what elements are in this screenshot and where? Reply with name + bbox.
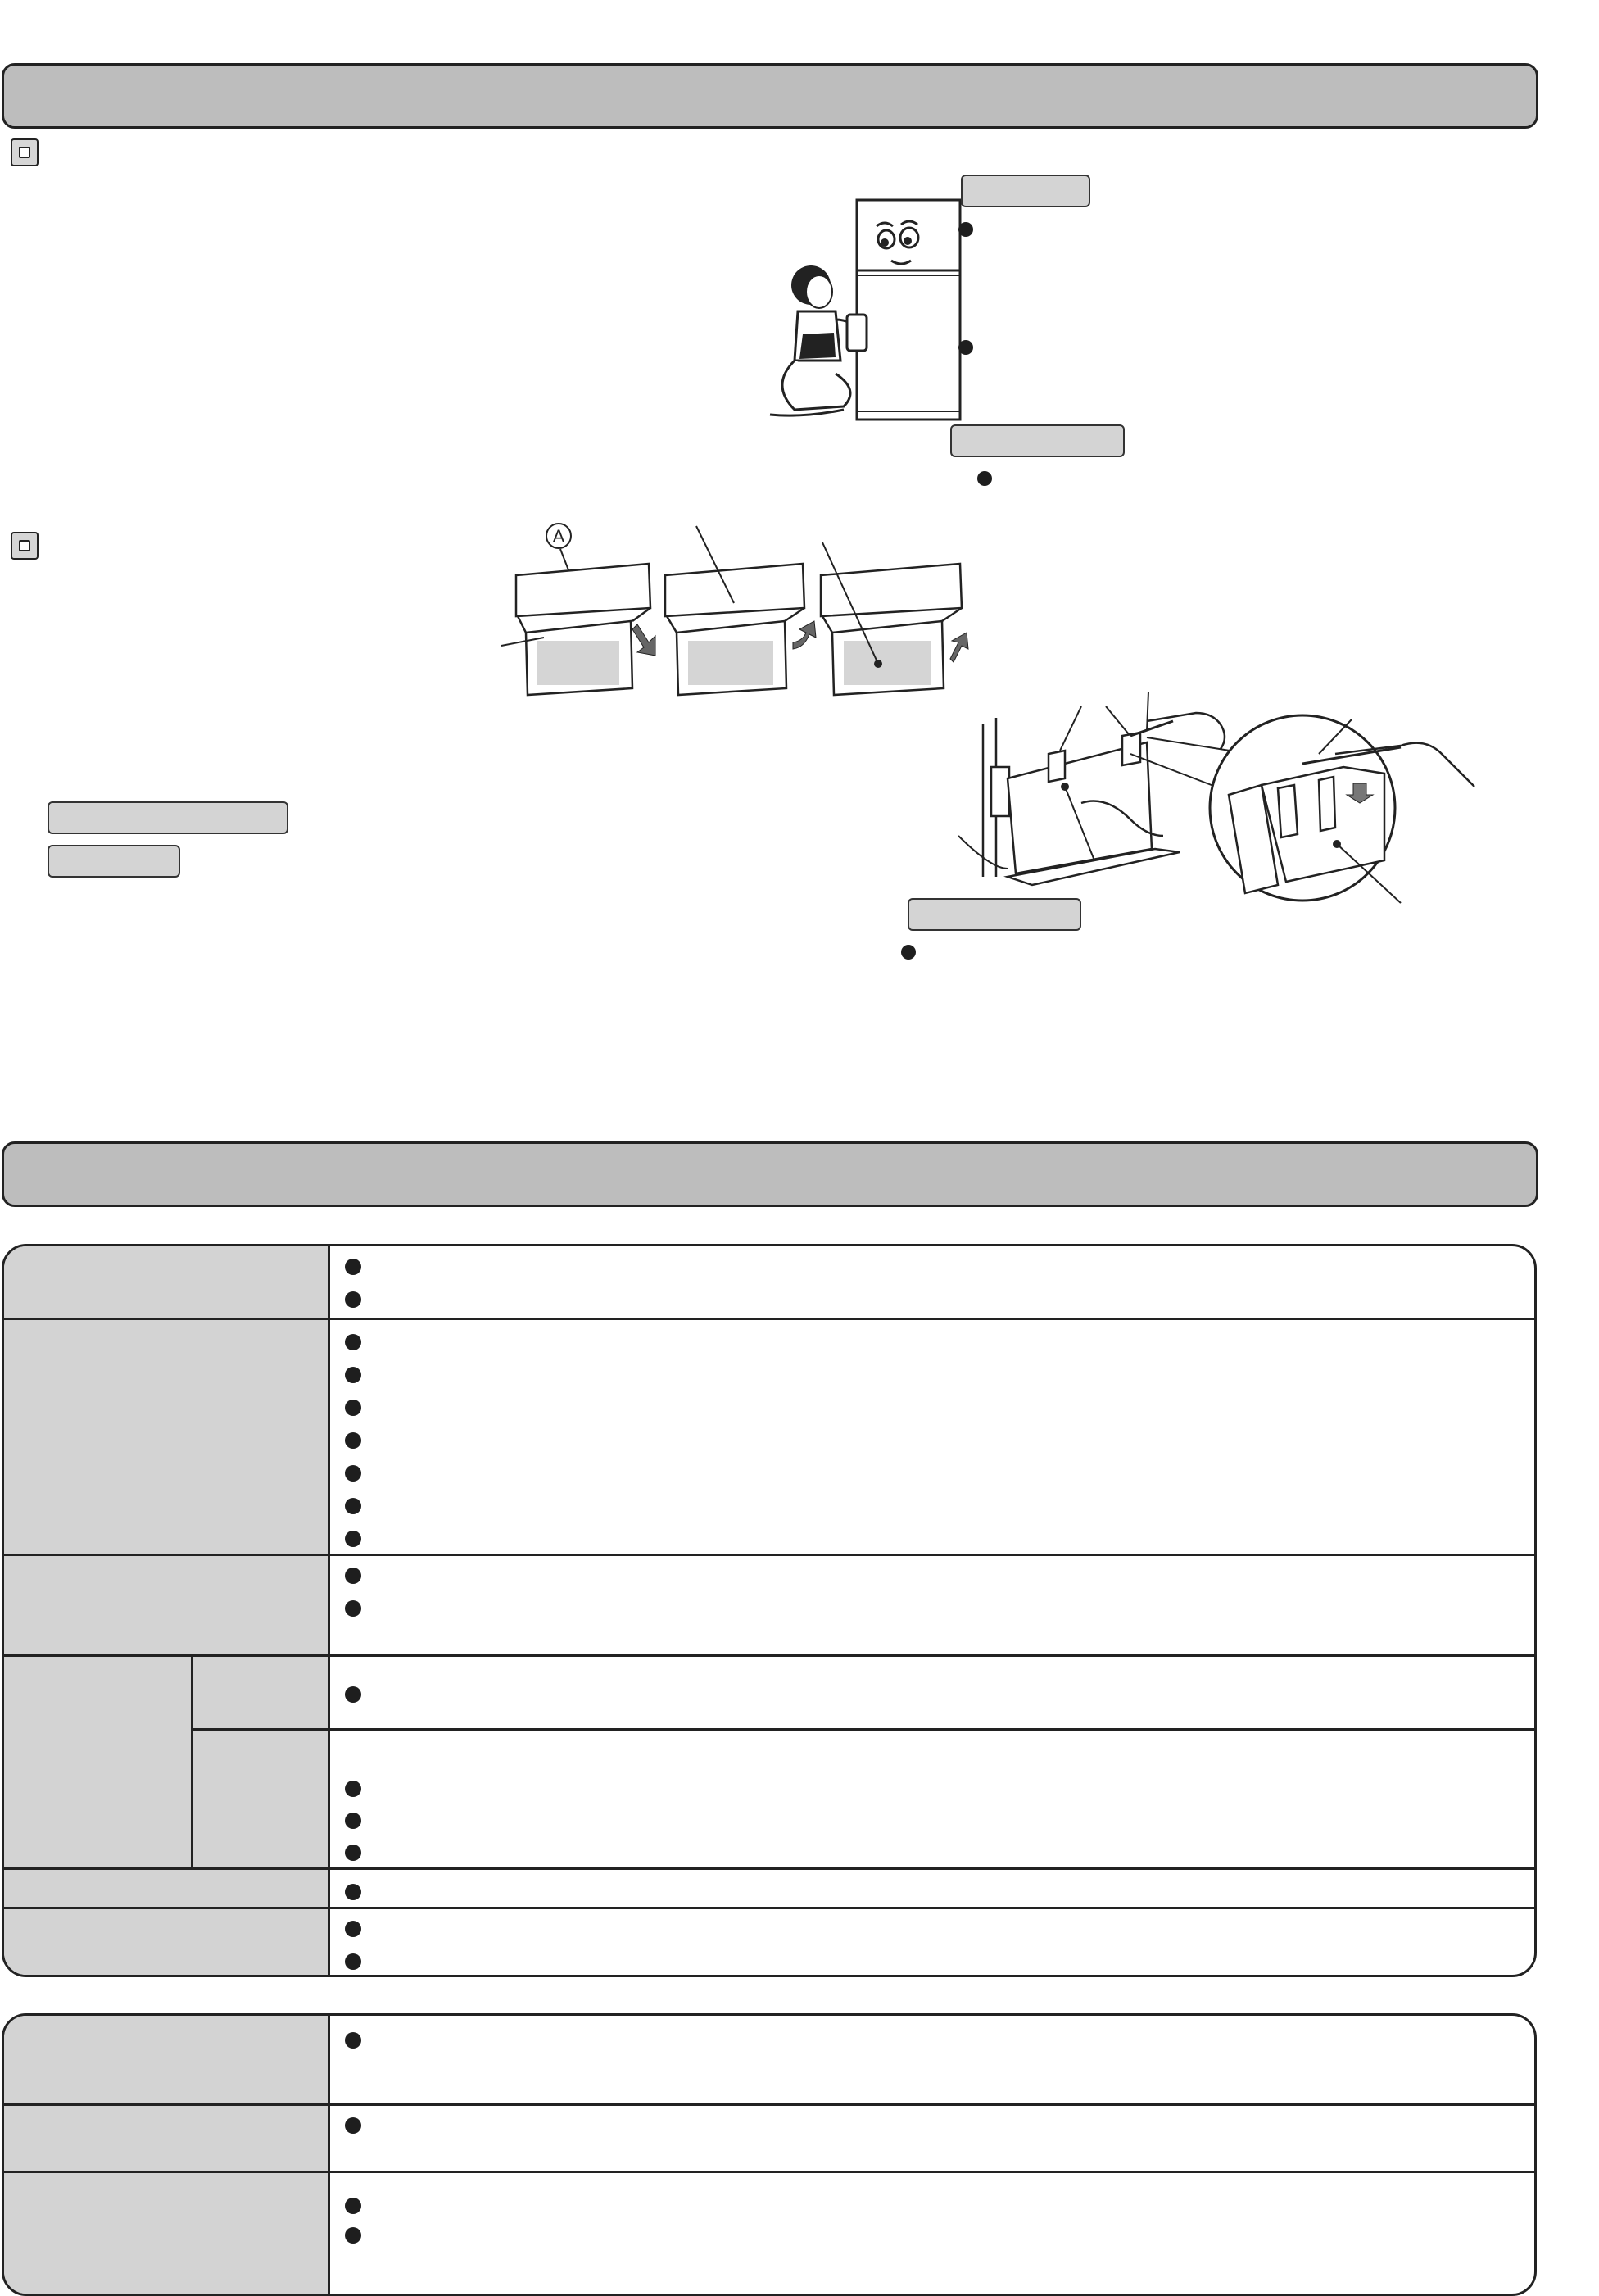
bullet-dot	[345, 1568, 361, 1584]
row-label-cell	[4, 1728, 193, 1869]
filter-removal-illustration	[501, 518, 976, 706]
label-pill-fridge-bottom	[950, 424, 1125, 457]
table-row	[4, 1867, 1534, 1908]
bullet-dot	[345, 1432, 361, 1449]
row-label-cell	[4, 1870, 330, 1908]
bullet-dot	[345, 1259, 361, 1275]
bullet-dot	[345, 1400, 361, 1416]
bullet-dot	[345, 1686, 361, 1703]
bullet-dot	[345, 1845, 361, 1861]
row-sublabel-cell	[191, 1657, 330, 1731]
bullet-dot	[345, 2227, 361, 2244]
table-row	[4, 1907, 1534, 1977]
row-label-cell	[4, 1320, 330, 1554]
row-label-cell	[4, 2106, 330, 2173]
row-divider	[328, 1728, 1534, 1731]
bullet-dot	[345, 2032, 361, 2049]
row-label-cell	[4, 2173, 330, 2296]
row-label-cell	[4, 1556, 330, 1657]
table-row	[4, 1554, 1534, 1657]
part-removal-illustration	[958, 688, 1493, 910]
troubleshooting-table-1	[2, 1244, 1537, 1977]
section-header-troubleshooting	[2, 1141, 1538, 1207]
bullet-dot	[345, 1291, 361, 1308]
label-pill-fridge-top	[961, 175, 1090, 207]
bullet-dot	[901, 945, 916, 960]
row-label-cell	[4, 1246, 330, 1320]
section-header-care	[2, 63, 1538, 129]
table-row	[4, 2016, 1534, 2106]
bullet-dot	[345, 2198, 361, 2214]
row-label-cell	[4, 1657, 193, 1731]
table-row	[4, 1246, 1534, 1320]
callout-letter-a: A	[552, 526, 565, 547]
subheading-square-icon	[11, 532, 39, 560]
table-row	[4, 2103, 1534, 2173]
bullet-dot	[345, 1921, 361, 1937]
label-pill-left-short	[48, 845, 180, 878]
bullet-dot	[345, 1884, 361, 1900]
bullet-dot	[345, 1813, 361, 1829]
bullet-dot	[345, 1781, 361, 1797]
label-pill-part-removal	[908, 898, 1081, 931]
bullet-dot	[345, 1367, 361, 1383]
row-label-cell	[4, 1909, 330, 1977]
bullet-dot	[977, 471, 992, 486]
bullet-dot	[345, 1953, 361, 1970]
table-row	[4, 1318, 1534, 1554]
row-sublabel-cell	[191, 1728, 330, 1869]
table-row	[4, 1654, 1534, 1731]
row-label-cell	[4, 2016, 330, 2106]
bullet-dot	[958, 340, 973, 355]
bullet-dot	[345, 1531, 361, 1547]
table-row	[4, 2171, 1534, 2296]
subheading-square-icon	[11, 138, 39, 166]
bullet-dot	[345, 1498, 361, 1514]
cleaning-illustration	[762, 188, 975, 426]
bullet-dot	[345, 1465, 361, 1482]
table-row	[4, 1728, 1534, 1869]
troubleshooting-table-2	[2, 2013, 1537, 2296]
bullet-dot	[958, 222, 973, 237]
bullet-dot	[345, 2117, 361, 2134]
label-pill-left-long	[48, 801, 288, 834]
bullet-dot	[345, 1334, 361, 1350]
bullet-dot	[345, 1600, 361, 1617]
